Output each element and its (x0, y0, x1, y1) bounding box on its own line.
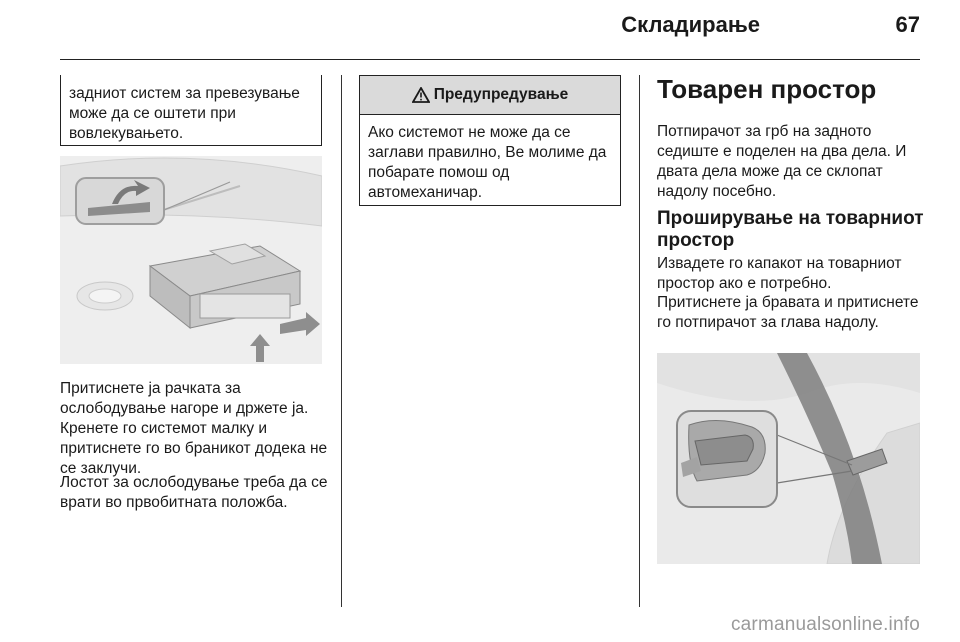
section-heading: Товарен простор (657, 74, 877, 104)
footer-watermark: carmanualsonline.info (730, 614, 920, 635)
header-title: Складирање (621, 12, 760, 37)
subsection-heading: Проширување на товарниот простор (657, 208, 924, 251)
warning-box (359, 75, 621, 206)
right-paragraph-1: Потпирачот за грб на задното седиште е поделен на два дела. И двата дела може да се склопат надолу посебно. (657, 123, 907, 200)
rear-carrier-drawing (60, 156, 322, 364)
release-lever-detail (76, 178, 164, 224)
warning-header (360, 76, 620, 115)
rear-carrier-illustration (60, 156, 322, 364)
warning-title: Предупредување (433, 86, 569, 103)
latch-detail-callout (677, 411, 777, 507)
warning-text: Ако системот не може да се заглави правилно, Ве молиме да побарате помош од автомеханичар. (368, 124, 607, 201)
left-paragraph-1: Притиснете ја рачката за ослободување нагоре и држете ја. Кренете го системот малку и притиснете го во браникот додека не се заклучи. (60, 380, 328, 477)
headrest-latch-drawing (657, 353, 920, 564)
column-divider-left (341, 75, 342, 607)
headrest-latch-illustration (657, 353, 920, 564)
page-number: 67 (895, 12, 920, 37)
continued-note-box (60, 75, 322, 146)
warning-triangle-icon (412, 87, 430, 103)
continued-note-text: задниот систем за превезување може да се оштети при вовлекувањето. (69, 85, 300, 142)
header-divider (60, 59, 920, 60)
right-paragraph-3: Притиснете ја бравата и притиснете го потпирачот за глава надолу. (657, 294, 919, 331)
right-paragraph-2: Извадете го капакот на товарниот простор ако е потребно. (657, 255, 902, 292)
column-divider-right (639, 75, 640, 607)
left-paragraph-2: Лостот за ослободување треба да се врати во првобитната положба. (60, 474, 328, 511)
